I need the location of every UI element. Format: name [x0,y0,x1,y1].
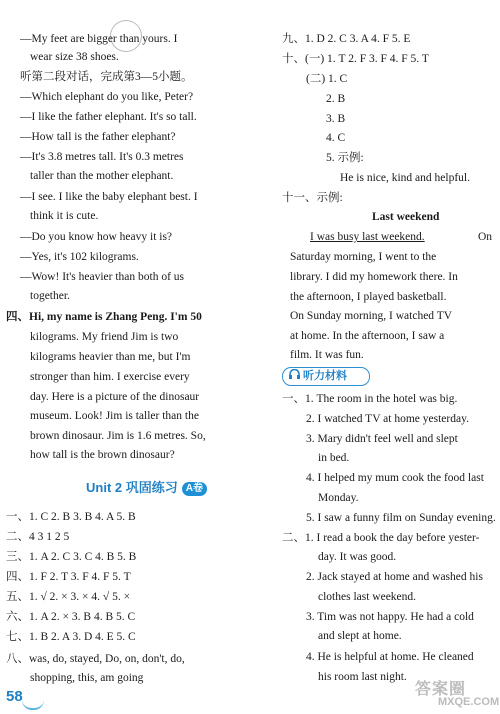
right-text-line: day. It was good. [318,551,397,563]
right-text-line: 十、(一) 1. T 2. F 3. F 4. F 5. T [282,53,429,65]
left-text-line: 八、was, do, stayed, Do, on, don't, do, [6,653,185,665]
right-text-line: 5. 示例: [326,152,364,164]
page-number: 58 [6,688,23,705]
left-text-line: 六、1. A 2. × 3. B 4. B 5. C [6,611,136,623]
left-text-line: together. [30,290,70,302]
right-text-line: the afternoon, I played basketball. [290,291,447,303]
right-text-line: and slept at home. [318,630,402,642]
left-text-line: —Which elephant do you like, Peter? [20,91,194,103]
left-text-line: brown dinosaur. Jim is 1.6 metres. So, [30,430,206,442]
left-text-line: 四、Hi, my name is Zhang Peng. I'm 50 [6,311,202,323]
left-text-line: —I see. I like the baby elephant best. I [20,191,198,203]
right-text-line: 2. I watched TV at home yesterday. [306,413,469,425]
left-text-line: wear size 38 shoes. [30,51,119,63]
right-text-line: Saturday morning, I went to the [290,251,437,263]
unit-badge: A卷 [182,482,207,496]
left-text-line: how tall is the brown dinosaur? [30,449,175,461]
right-text-line: On Sunday morning, I watched TV [290,310,453,322]
left-text-line: kilograms. My friend Jim is two [30,331,179,343]
watermark-logo: 答案圈 [415,681,467,698]
left-text-line: —I like the father elephant. It's so tall. [20,111,197,123]
left-text-line: museum. Look! Jim is taller than the [30,410,199,422]
right-text-line: clothes last weekend. [318,591,417,603]
right-text-line: his room last night. [318,671,407,683]
right-text-line: 4. He is helpful at home. He cleaned [306,651,474,663]
watermark-url: MXQE.COM [438,696,500,708]
unit-heading [86,481,207,496]
right-text-line: Last weekend [372,211,440,223]
right-text-line: 3. Mary didn't feel well and slept [306,433,458,445]
right-text-line: 5. I saw a funny film on Sunday evening. [306,512,496,524]
right-text-line: 3. Tim was not happy. He had a cold [306,611,474,623]
left-text-line: 二、4 3 1 2 5 [6,531,70,543]
left-text-line: —My feet are bigger than yours. I [20,33,178,45]
right-text-line: 4. I helped my mum cook the food last [306,472,484,484]
listening-material-text: 听力材料 [303,370,347,382]
right-text-line: 2. B [326,93,346,105]
right-text-line: 2. Jack stayed at home and washed his [306,571,483,583]
left-text-line: —Wow! It's heavier than both of us [20,271,185,283]
right-text-line: 二、1. I read a book the day before yester- [282,532,480,544]
left-text-line: 五、1. √ 2. × 3. × 4. √ 5. × [6,591,131,603]
right-text-line: library. I did my homework there. In [290,271,458,283]
right-text-line: film. It was fun. [290,349,364,361]
right-text-line: He is nice, kind and helpful. [340,172,470,184]
page-swirl-decoration [22,700,44,710]
right-text-line: (二) 1. C [306,73,348,85]
right-text-line: 十一、示例: [282,192,343,204]
left-text-line: kilograms heavier than me, but I'm [30,351,191,363]
left-text-line: —Do you know how heavy it is? [20,231,173,243]
left-text-line: day. Here is a picture of the dinosaur [30,391,200,403]
left-text-line: 七、1. B 2. A 3. D 4. E 5. C [6,631,136,643]
right-text-line: 九、1. D 2. C 3. A 4. F 5. E [282,33,411,45]
headphones-icon [288,368,300,385]
left-text-line: —How tall is the father elephant? [20,131,176,143]
left-text-line: taller than the mother elephant. [30,170,174,182]
left-text-line: —It's 3.8 metres tall. It's 0.3 metres [20,151,184,163]
right-text-line: 4. C [326,132,346,144]
left-text-line: —Yes, it's 102 kilograms. [20,251,139,263]
right-text-line: at home. In the afternoon, I saw a [290,330,445,342]
right-text-line: 一、1. The room in the hotel was big. [282,393,458,405]
right-text-line: On [478,231,493,243]
left-text-line: 听第二段对话，完成第3—5小题。 [20,71,193,83]
right-text-line: 3. B [326,113,346,125]
unit-title: Unit 2 巩固练习 [86,480,178,495]
listening-material-label [282,367,370,386]
left-text-line: shopping, this, am going [30,672,144,684]
left-text-line: stronger than him. I exercise every [30,371,190,383]
right-text-line: in bed. [318,452,350,464]
left-text-line: 一、1. C 2. B 3. B 4. A 5. B [6,511,136,523]
left-text-line: 三、1. A 2. C 3. C 4. B 5. B [6,551,137,563]
left-text-line: think it is cute. [30,210,99,222]
left-text-line: 四、1. F 2. T 3. F 4. F 5. T [6,571,131,583]
right-text-line: I was busy last weekend. [310,231,425,243]
right-text-line: Monday. [318,492,359,504]
